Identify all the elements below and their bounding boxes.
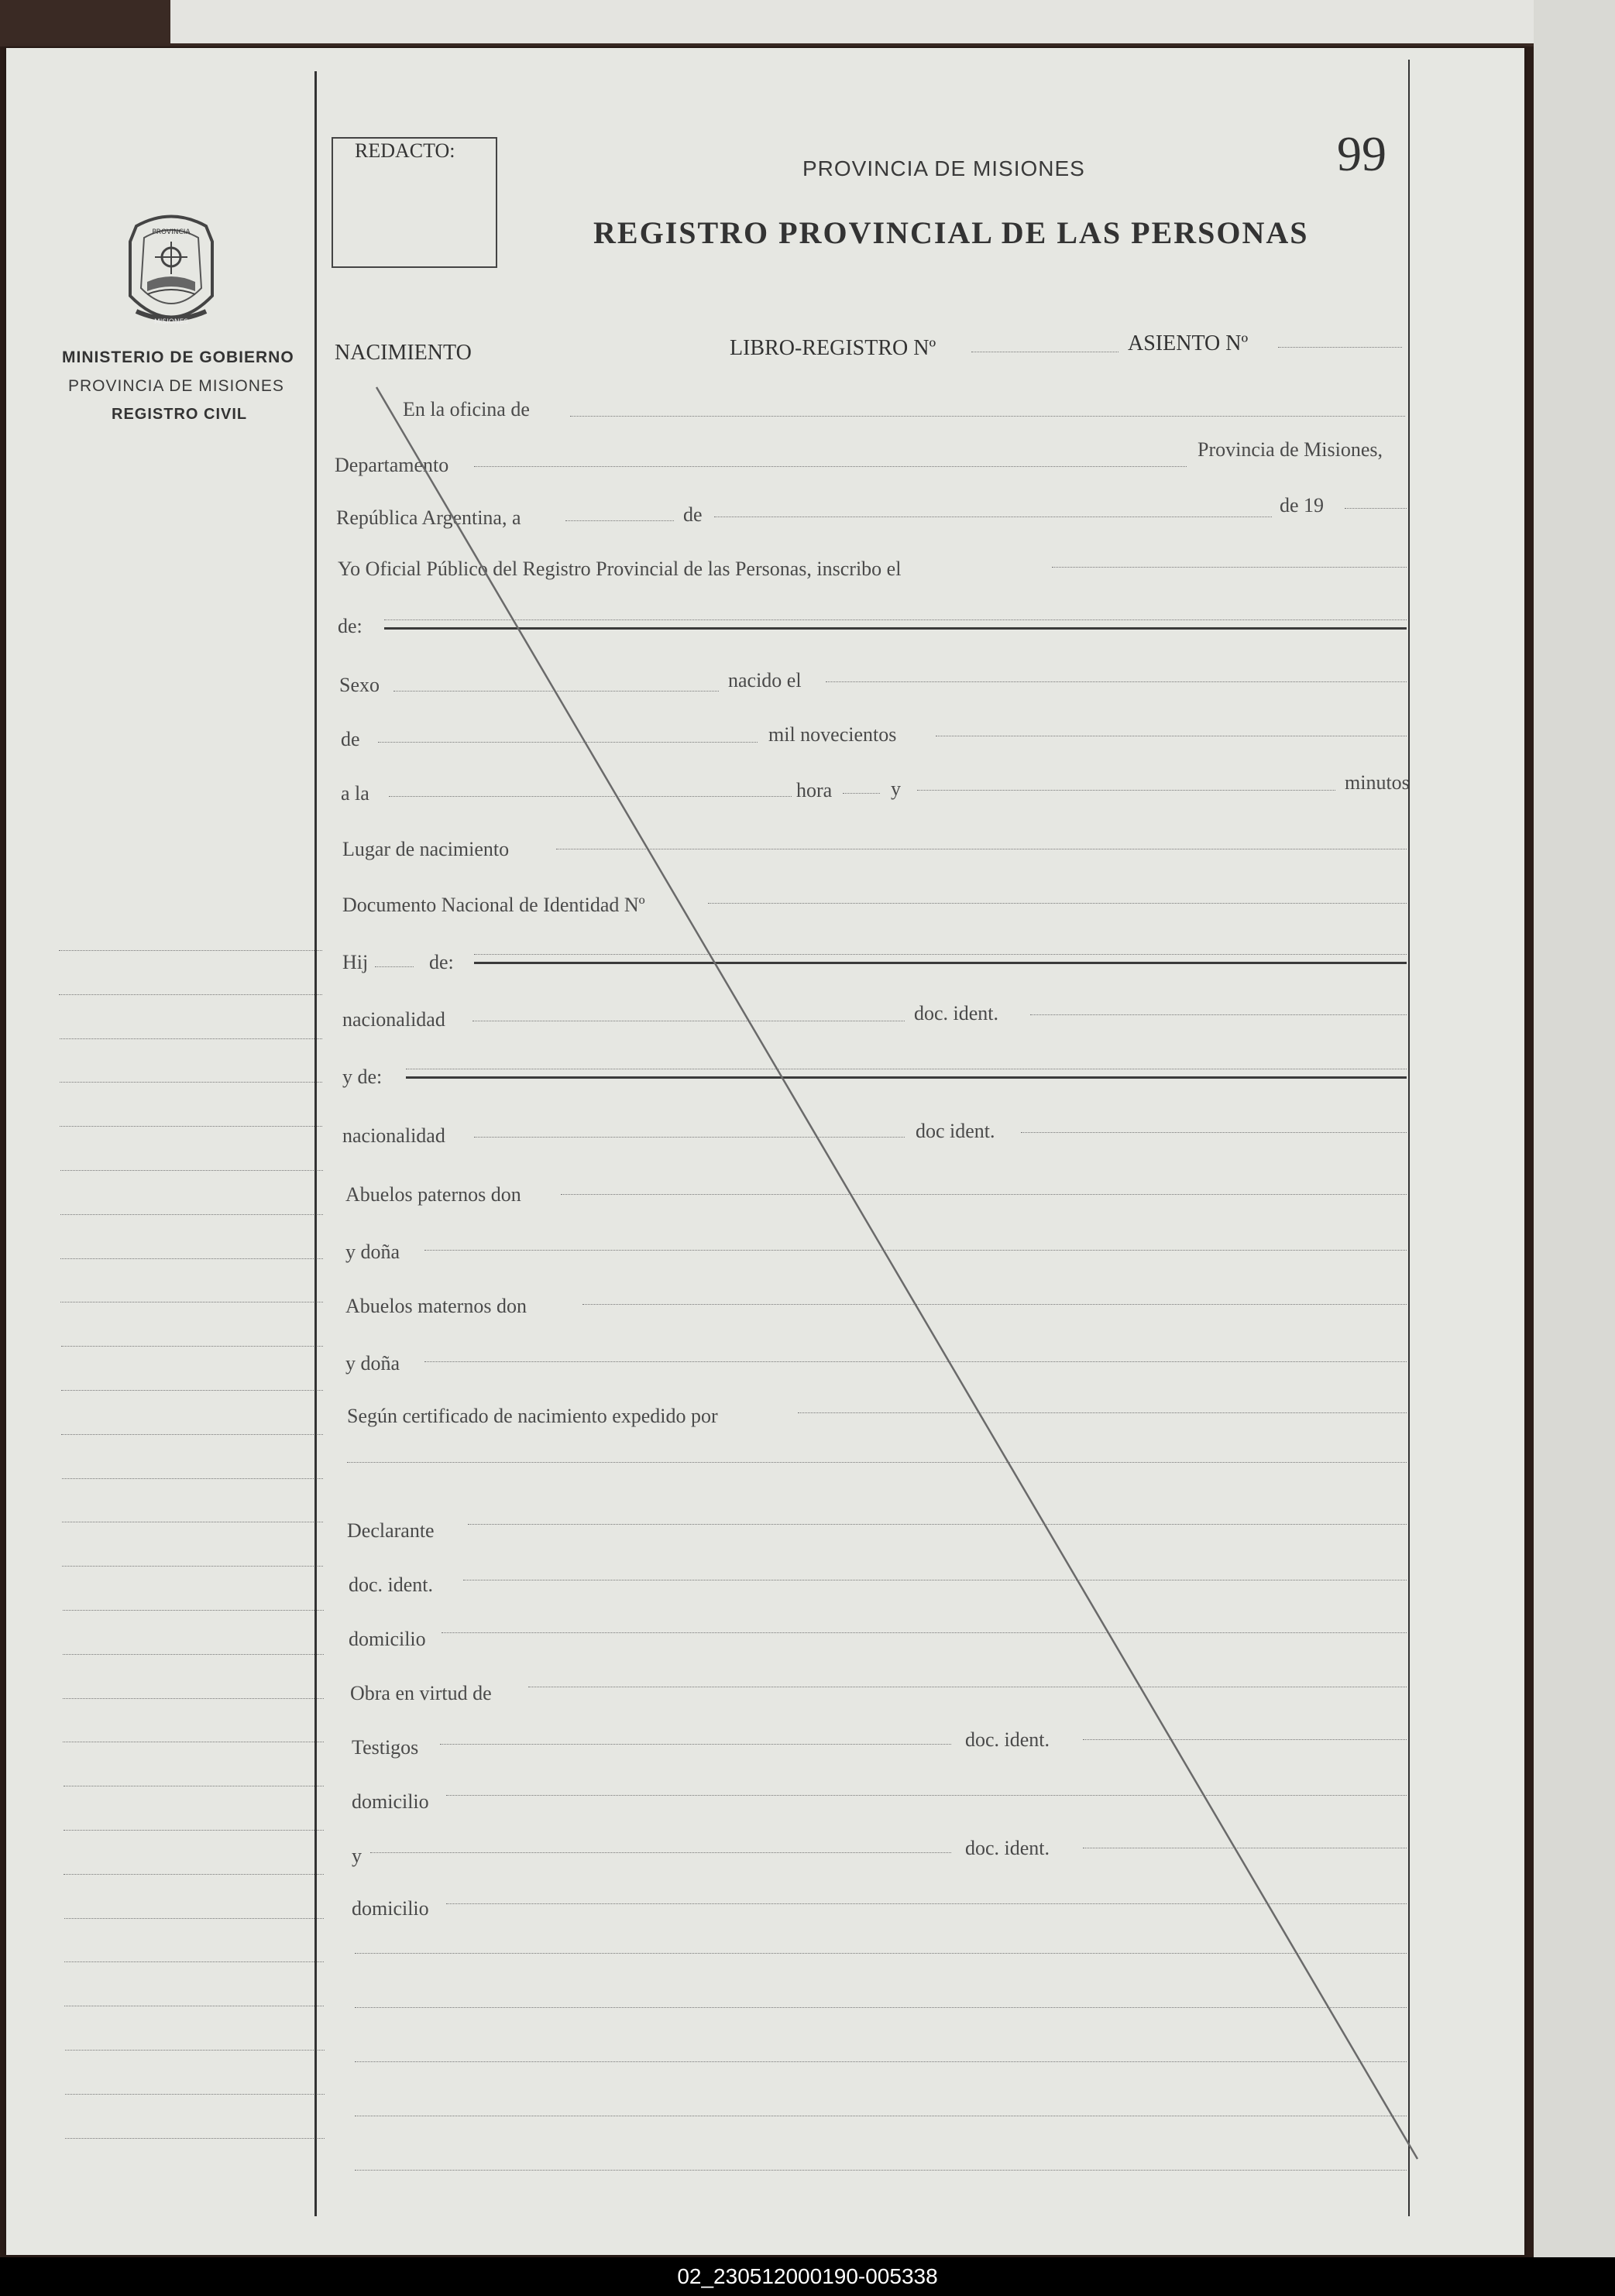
a-la-label: a la bbox=[341, 782, 369, 805]
de2-label: de bbox=[341, 728, 360, 750]
birth-registry-form-page bbox=[6, 48, 1524, 2255]
hij-label: Hij bbox=[342, 951, 369, 973]
binder-background bbox=[1534, 0, 1615, 2261]
registry-label: REGISTRO CIVIL bbox=[112, 406, 248, 423]
nacionalidad1-label: nacionalidad bbox=[342, 1008, 445, 1031]
libro-registro-label: LIBRO-REGISTRO Nº bbox=[730, 336, 936, 360]
segun-certificado-label: Según certificado de nacimiento expedido por bbox=[347, 1405, 718, 1427]
abuelos-maternos-label: Abuelos maternos don bbox=[345, 1295, 527, 1317]
declarante-label: Declarante bbox=[347, 1519, 435, 1542]
republica-label: República Argentina, a bbox=[336, 506, 521, 529]
doc-ident3-label: doc. ident. bbox=[349, 1574, 434, 1596]
diagonal-cancellation-line bbox=[6, 48, 1524, 2255]
hora-label: hora bbox=[796, 779, 833, 801]
dni-label: Documento Nacional de Identidad Nº bbox=[342, 894, 645, 916]
asiento-label: ASIENTO Nº bbox=[1128, 331, 1249, 355]
header-province: PROVINCIA DE MISIONES bbox=[802, 156, 1085, 180]
mil-novecientos-label: mil novecientos bbox=[768, 723, 897, 746]
domicilio2-label: domicilio bbox=[352, 1790, 429, 1813]
hij-de-label: de: bbox=[429, 951, 454, 973]
doc-ident5-label: doc. ident. bbox=[965, 1837, 1050, 1859]
departamento-label: Departamento bbox=[335, 454, 449, 476]
doc-ident4-label: doc. ident. bbox=[965, 1728, 1050, 1751]
doc-ident1-label: doc. ident. bbox=[914, 1002, 999, 1024]
page-title: REGISTRO PROVINCIAL DE LAS PERSONAS bbox=[593, 215, 1309, 250]
y-dona2-label: y doña bbox=[345, 1352, 400, 1375]
svg-text:MISIONES: MISIONES bbox=[153, 318, 189, 326]
de-19-label: de 19 bbox=[1280, 494, 1325, 517]
page-number: 99 bbox=[1337, 126, 1386, 181]
minutos-label: minutos bbox=[1345, 771, 1410, 794]
testigos-label: Testigos bbox=[352, 1736, 419, 1759]
doc-ident2-label: doc ident. bbox=[916, 1120, 995, 1142]
de-colon-label: de: bbox=[338, 615, 363, 637]
y-dona1-label: y doña bbox=[345, 1241, 400, 1263]
obra-label: Obra en virtud de bbox=[350, 1682, 492, 1704]
provincia-misiones-label: Provincia de Misiones, bbox=[1198, 438, 1383, 461]
abuelos-paternos-label: Abuelos paternos don bbox=[345, 1183, 521, 1206]
nacido-el-label: nacido el bbox=[728, 669, 802, 692]
redacto-label: REDACTO: bbox=[355, 139, 455, 162]
domicilio3-label: domicilio bbox=[352, 1897, 429, 1920]
oficina-label: En la oficina de bbox=[403, 398, 530, 420]
ministry-label: MINISTERIO DE GOBIERNO bbox=[62, 348, 294, 366]
svg-text:PROVINCIA: PROVINCIA bbox=[152, 228, 191, 236]
y2-label: y bbox=[352, 1845, 362, 1867]
province-label-left: PROVINCIA DE MISIONES bbox=[68, 377, 284, 395]
yo-oficial-label: Yo Oficial Público del Registro Provincial de las Personas, inscribo el bbox=[338, 558, 902, 580]
next-page-edge bbox=[170, 0, 1534, 43]
domicilio1-label: domicilio bbox=[349, 1628, 426, 1650]
sexo-label: Sexo bbox=[339, 674, 380, 696]
nacimiento-label: NACIMIENTO bbox=[335, 341, 472, 365]
footer-code: 02_230512000190-005338 bbox=[0, 2257, 1615, 2296]
y-de-label: y de: bbox=[342, 1066, 383, 1088]
lugar-nacimiento-label: Lugar de nacimiento bbox=[342, 838, 510, 860]
de-label: de bbox=[683, 503, 703, 526]
nacionalidad2-label: nacionalidad bbox=[342, 1124, 445, 1147]
y-label: y bbox=[891, 777, 901, 800]
